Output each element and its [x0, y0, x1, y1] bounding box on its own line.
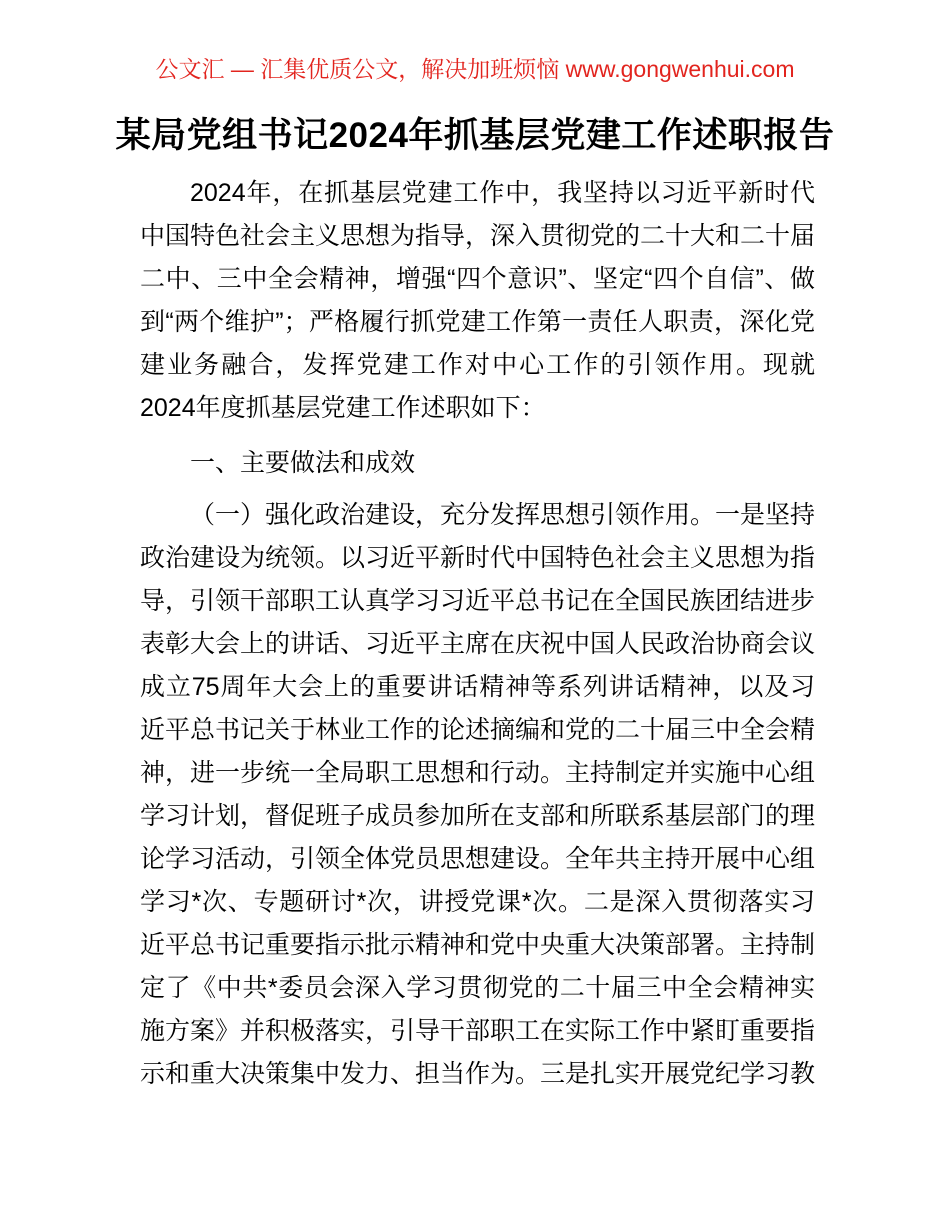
- intro-paragraph: 2024年，在抓基层党建工作中，我坚持以习近平新时代中国特色社会主义思想为指导，深入贯彻党的二十大和二十届二中、三中全会精神，增强“四个意识”、坚定“四个自信”、做到“两个维护”；严格履行抓党建工作第一责任人职责，深化党建业务融合，发挥党建工作对中心工作的引领作用。现就2024年度抓基层党建工作述职如下：: [140, 179, 816, 422]
- document-title: 某局党组书记2024年抓基层党建工作述职报告: [115, 116, 835, 155]
- document-body: [140, 172, 815, 1096]
- site-watermark-text: 公文汇 — 汇集优质公文，解决加班烦恼 www.gongwenhui.com: [155, 56, 795, 82]
- section-paragraph: （一）强化政治建设，充分发挥思想引领作用。一是坚持政治建设为统领。以习近平新时代中国特色社会主义思想为指导，引领干部职工认真学习习近平总书记在全国民族团结进步表彰大会上的讲话、习近平主席在庆祝中国人民政治协商会议成立75周年大会上的重要讲话精神等系列讲话精神，以及习近平总书记关于林业工作的论述摘编和党的二十届三中全会精神，进一步统一全局职工思想和行动。主持制定并实施中心组学习计划，督促班子成员参加所在支部和所联系基层部门的理论学习活动，引领全体党员思想建设。全年共主持开展中心组学习*次、专题研讨*次，讲授党课*次。二是深入贯彻落实习近平总书记重要指示批示精神和党中央重大决策部署。主持制定了《中共*委员会深入学习贯彻党的二十届三中全会精神实施方案》并积极落实，引导干部职工在实际工作中紧盯重要指示和重大决策集中发力、担当作为。三是扎实开展党纪学习教: [140, 501, 816, 1088]
- section-heading: 一、主要做法和成效: [190, 449, 416, 477]
